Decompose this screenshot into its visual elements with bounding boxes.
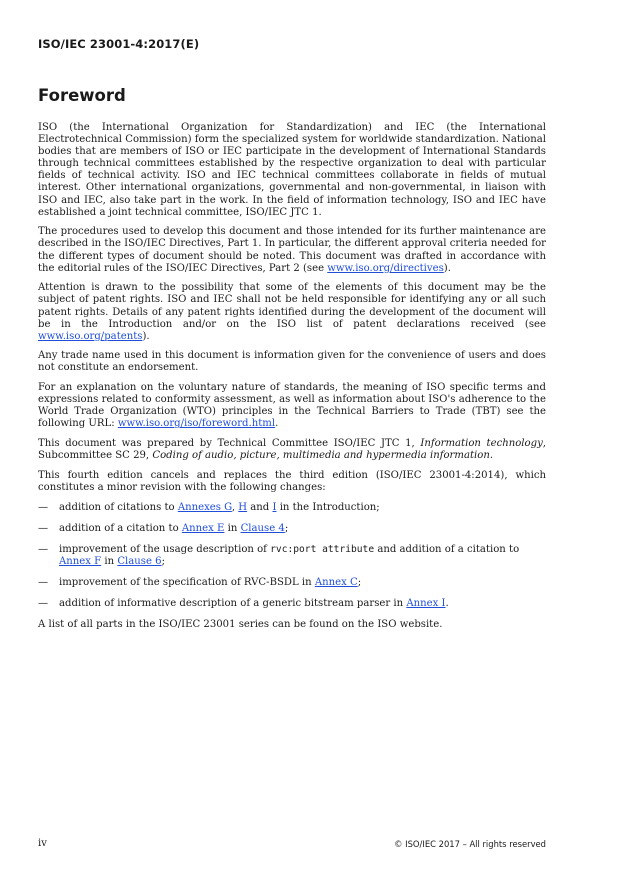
- link-clause-4[interactable]: Clause 4: [240, 522, 285, 534]
- link-patents[interactable]: www.iso.org/patents: [38, 330, 143, 342]
- link-annexes-g[interactable]: Annexes G: [177, 501, 232, 513]
- paragraph-committee: This document was prepared by Technical Committee ISO/IEC JTC 1, Information technology, Subcommittee SC 29, Coding of audio, picture, multimedia and hypermedia information.: [38, 438, 546, 462]
- paragraph-voluntary-nature: For an explanation on the voluntary nature of standards, the meaning of ISO specific terms and expressions related to conformity assessment, as well as information about ISO's adherence to the World Trade Organization (WTO) principles in the Technical Barriers to Trade (TBT) see the following URL: www.iso.org/iso/foreword.html.: [38, 382, 546, 430]
- page-number: iv: [38, 838, 47, 849]
- link-annex-f[interactable]: Annex F: [59, 555, 102, 567]
- link-directives[interactable]: www.iso.org/directives: [327, 262, 444, 274]
- foreword-body: [38, 122, 546, 639]
- link-annex-i[interactable]: I: [272, 501, 277, 513]
- paragraph-procedures: The procedures used to develop this document and those intended for its further maintenance are described in the ISO/IEC Directives, Part 1. In particular, the different approval criteria needed for the different types of document should be noted. This document was drafted in accordance with the editorial rules of the ISO/IEC Directives, Part 2 (see www.iso.org/directives).: [38, 226, 546, 274]
- list-item: — addition of a citation to Annex E in Clause 4;: [38, 522, 289, 534]
- changes-list: [38, 502, 546, 611]
- link-annex-e[interactable]: Annex E: [181, 522, 225, 534]
- link-annex-h[interactable]: H: [238, 501, 248, 513]
- paragraph-series-parts: A list of all parts in the ISO/IEC 23001 series can be found on the ISO website.: [38, 619, 443, 631]
- list-item: — improvement of the specification of RVC-BSDL in Annex C;: [38, 577, 362, 589]
- code-rvc-port: rvc:port attribute: [270, 543, 375, 555]
- link-annex-c[interactable]: Annex C: [314, 577, 358, 589]
- link-foreword[interactable]: www.iso.org/iso/foreword.html: [117, 418, 276, 430]
- paragraph-patents: Attention is drawn to the possibility that some of the elements of this document may be the subject of patent rights. ISO and IEC shall not be held responsible for identifying any or all such patent rights. Details of any patent rights identified during the development of the document will be in the Introduction and/or on the ISO list of patent declarations received (see www.iso.org/patents).: [38, 282, 546, 342]
- list-item: — addition of citations to Annexes G, H and I in the Introduction;: [38, 501, 380, 513]
- paragraph-organizations: ISO (the International Organization for Standardization) and IEC (the International Electrotechnical Commission) form the specialized system for worldwide standardization. National bodies that are members of ISO or IEC participate in the development of International Standards through technical committees established by the respective organization to deal with particular fields of technical activity. ISO and IEC technical committees collaborate in fields of mutual interest. Other international organizations, governmental and non-governmental, in liaison with ISO and IEC, also take part in the work. In the field of information technology, ISO and IEC have established a joint technical committee, ISO/IEC JTC 1.: [38, 122, 546, 218]
- list-item: — improvement of the usage description of rvc:port attribute and addition of a citation to Annex F in Clause 6;: [38, 543, 520, 567]
- list-item: — addition of informative description of a generic bitstream parser in Annex I.: [38, 598, 449, 610]
- copyright-notice: © ISO/IEC 2017 – All rights reserved: [394, 839, 546, 849]
- link-clause-6[interactable]: Clause 6: [117, 555, 162, 567]
- paragraph-trade-name: Any trade name used in this document is information given for the convenience of users and does not constitute an endorsement.: [38, 350, 546, 374]
- document-identifier: ISO/IEC 23001-4:2017(E): [38, 37, 200, 51]
- paragraph-edition: This fourth edition cancels and replaces the third edition (ISO/IEC 23001-4:2014), which constitutes a minor revision with the following changes:: [38, 469, 546, 493]
- link-annex-i-parser[interactable]: Annex I: [406, 598, 446, 610]
- page-title: Foreword: [38, 86, 126, 105]
